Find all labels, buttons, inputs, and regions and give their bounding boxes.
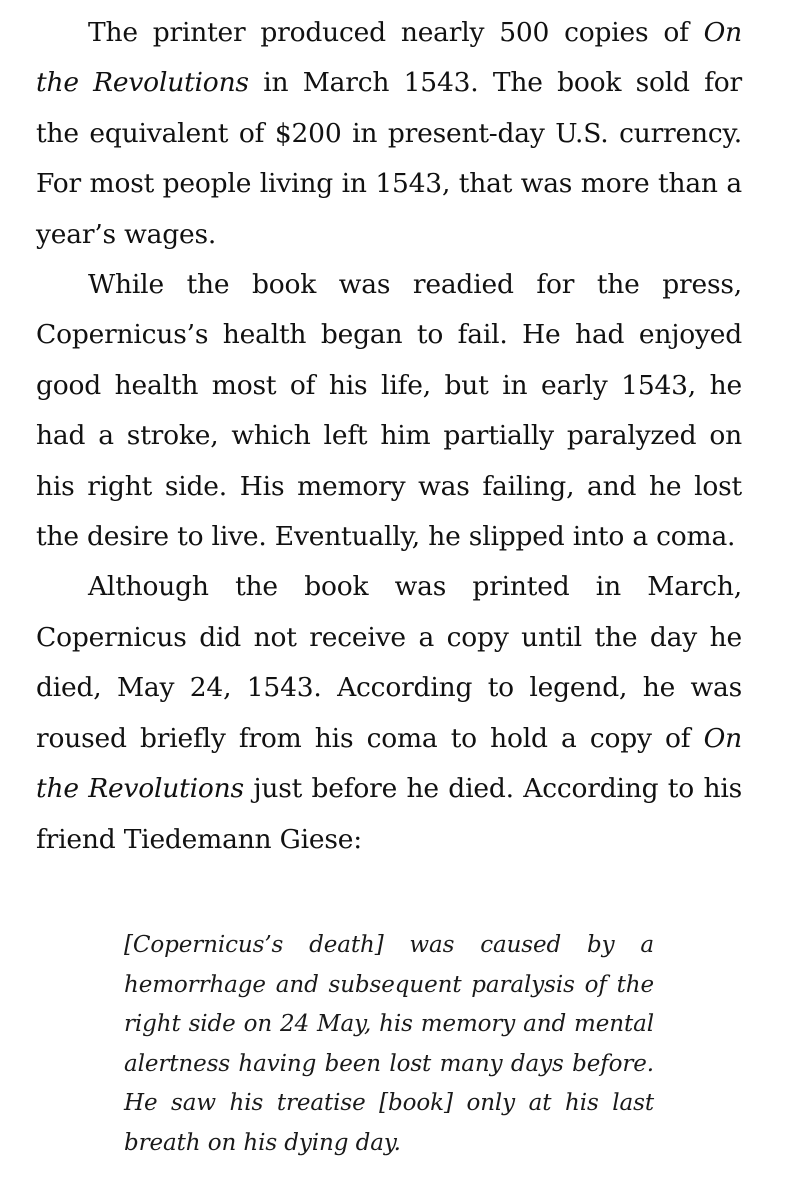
paragraph-death <box>36 562 742 864</box>
book-title: On the Revolutions <box>36 722 742 805</box>
paragraph-death-rest: just before he died. According to his friend Tiedemann Giese: <box>36 773 742 855</box>
page-body <box>36 8 742 865</box>
book-title: On the Revolutions <box>36 17 742 99</box>
paragraph-health: While the book was readied for the press, Copernicus’s health began to fail. He had enjoyed good health most of his life, but in early 1543, he had a stroke, which left him partially paralyzed on his right side. His memory was failing, and he lost the desire to live. Eventually, he slipped into a coma. <box>36 269 742 553</box>
block-quote-giese: [Copernicus’s death] was caused by a hemorrhage and subsequent paralysis of the right side on 24 May, his memory and mental alertness having been lost many days before. He saw his treatise [book] only at his last breath on his dying day. <box>124 932 654 1156</box>
paragraph-death-lead: Although the book was printed in March, Copernicus did not receive a copy until the day he died, May 24, 1543. According to legend, he was roused briefly from his coma to hold a copy of <box>36 571 742 754</box>
paragraph-printing <box>36 8 742 260</box>
paragraph-printing-rest: in March 1543. The book sold for the equivalent of $200 in present-day U.S. currency. For most people living in 1543, that was more than a year’s wages. <box>36 67 743 250</box>
paragraph-printing-lead: The printer produced nearly 500 copies of <box>88 17 704 48</box>
